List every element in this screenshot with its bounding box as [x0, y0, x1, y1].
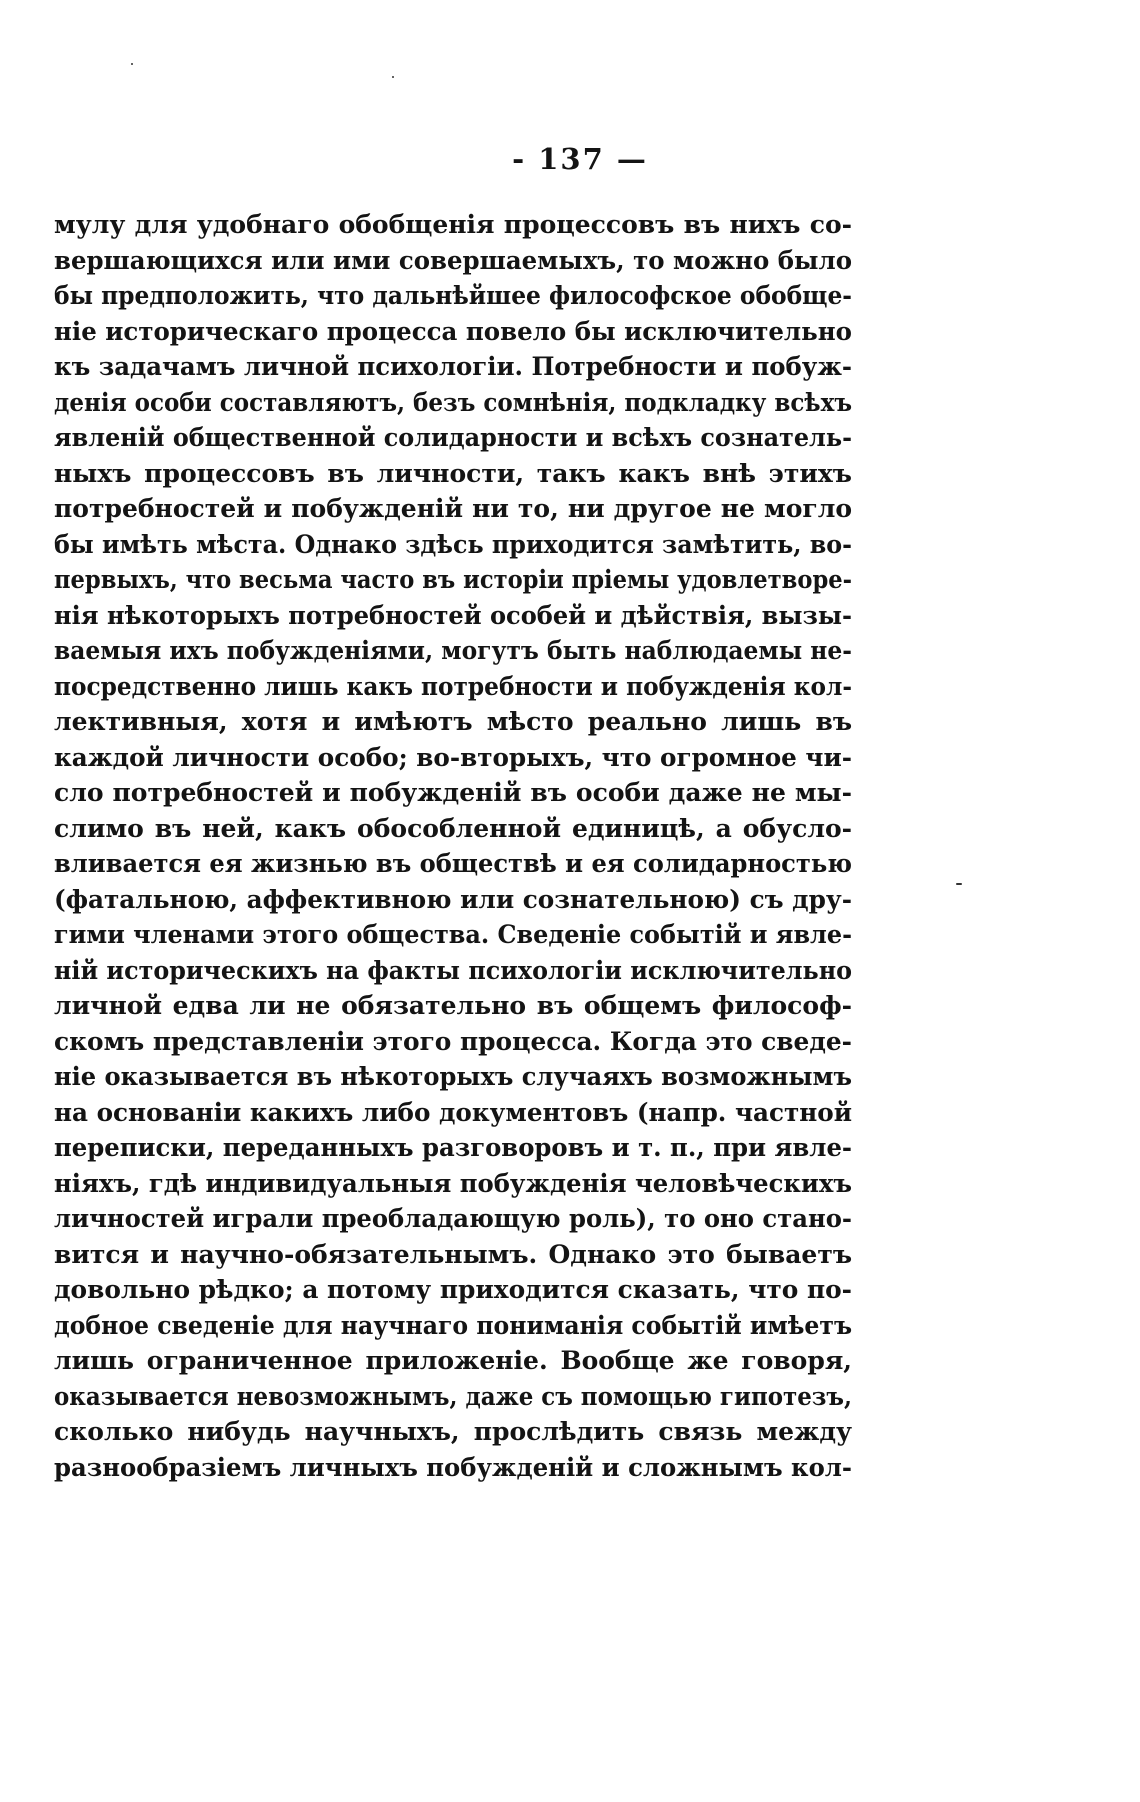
text-line: ніяхъ, гдѣ индивидуальныя побужденія человѣческихъ — [54, 1168, 852, 1198]
text-line: на основаніи какихъ либо документовъ (напр. частной — [54, 1097, 852, 1127]
text-line: вершающихся или ими совершаемыхъ, то можно было — [54, 245, 852, 275]
text-line: мулу для удобнаго обобщенія процессовъ въ нихъ со- — [54, 210, 852, 239]
text-line: ныхъ процессовъ въ личности, такъ какъ внѣ этихъ — [54, 458, 852, 488]
text-line: (фатальною, аффективною или сознательною) съ дру- — [54, 884, 852, 914]
text-line: ваемыя ихъ побужденіями, могутъ быть наблюдаемы не- — [54, 636, 852, 665]
text-line: вливается ея жизнью въ обществѣ и ея солидарностью — [54, 849, 852, 878]
text-line: оказывается невозможнымъ, даже съ помощью гипотезъ, — [54, 1381, 852, 1411]
text-line: бы имѣть мѣста. Однако здѣсь приходится замѣтить, во- — [54, 529, 852, 559]
text-line: нія нѣкоторыхъ потребностей особей и дѣйствія, вызы- — [54, 600, 852, 630]
text-line: бы предположить, что дальнѣйшее философское обобще- — [54, 281, 852, 310]
text-line: ніе историческаго процесса повело бы исключительно — [54, 316, 852, 346]
text-line: лективныя, хотя и имѣютъ мѣсто реально лишь въ — [54, 707, 852, 736]
text-line: сло потребностей и побужденій въ особи даже не мы- — [54, 778, 852, 807]
text-line: личностей играли преобладающую роль), то оно стано- — [54, 1204, 852, 1233]
text-line: къ задачамъ личной психологіи. Потребности и побуж- — [54, 352, 852, 381]
page-number: - 137 — — [512, 142, 648, 176]
text-line: денія особи составляютъ, безъ сомнѣнія, подкладку всѣхъ — [54, 387, 852, 417]
body-text — [54, 207, 852, 1485]
text-line: каждой личности особо; во-вторыхъ, что огромное чи- — [54, 742, 852, 772]
text-line: скомъ представленіи этого процесса. Когда это сведе- — [54, 1026, 852, 1056]
text-line: вится и научно-обязательнымъ. Однако это бываетъ — [54, 1239, 852, 1269]
text-line: личной едва ли не обязательно въ общемъ философ- — [54, 991, 852, 1020]
text-line: переписки, переданныхъ разговоровъ и т. п., при явле- — [54, 1133, 852, 1162]
text-line: сколько нибудь научныхъ, прослѣдить связь между — [54, 1417, 852, 1446]
text-line: ній историческихъ на факты психологіи исключительно — [54, 955, 852, 985]
text-line: разнообразіемъ личныхъ побужденій и сложнымъ кол- — [54, 1452, 852, 1482]
text-line: явленій общественной солидарности и всѣхъ сознатель- — [54, 423, 852, 452]
text-line: потребностей и побужденій ни то, ни другое не могло — [54, 494, 852, 523]
text-line: гими членами этого общества. Сведеніе событій и явле- — [54, 920, 852, 949]
text-line: первыхъ, что весьма часто въ исторіи пріемы удовлетворе- — [54, 565, 852, 594]
text-line: довольно рѣдко; а потому приходится сказать, что по- — [54, 1275, 852, 1304]
text-line: посредственно лишь какъ потребности и побужденія кол- — [54, 671, 852, 701]
text-line: лишь ограниченное приложеніе. Вообще же говоря, — [54, 1346, 852, 1375]
text-line: добное сведеніе для научнаго пониманія событій имѣетъ — [54, 1310, 852, 1340]
text-line: слимо въ ней, какъ обособленной единицѣ, а обусло- — [54, 813, 852, 843]
text-line: ніе оказывается въ нѣкоторыхъ случаяхъ возможнымъ — [54, 1062, 852, 1091]
